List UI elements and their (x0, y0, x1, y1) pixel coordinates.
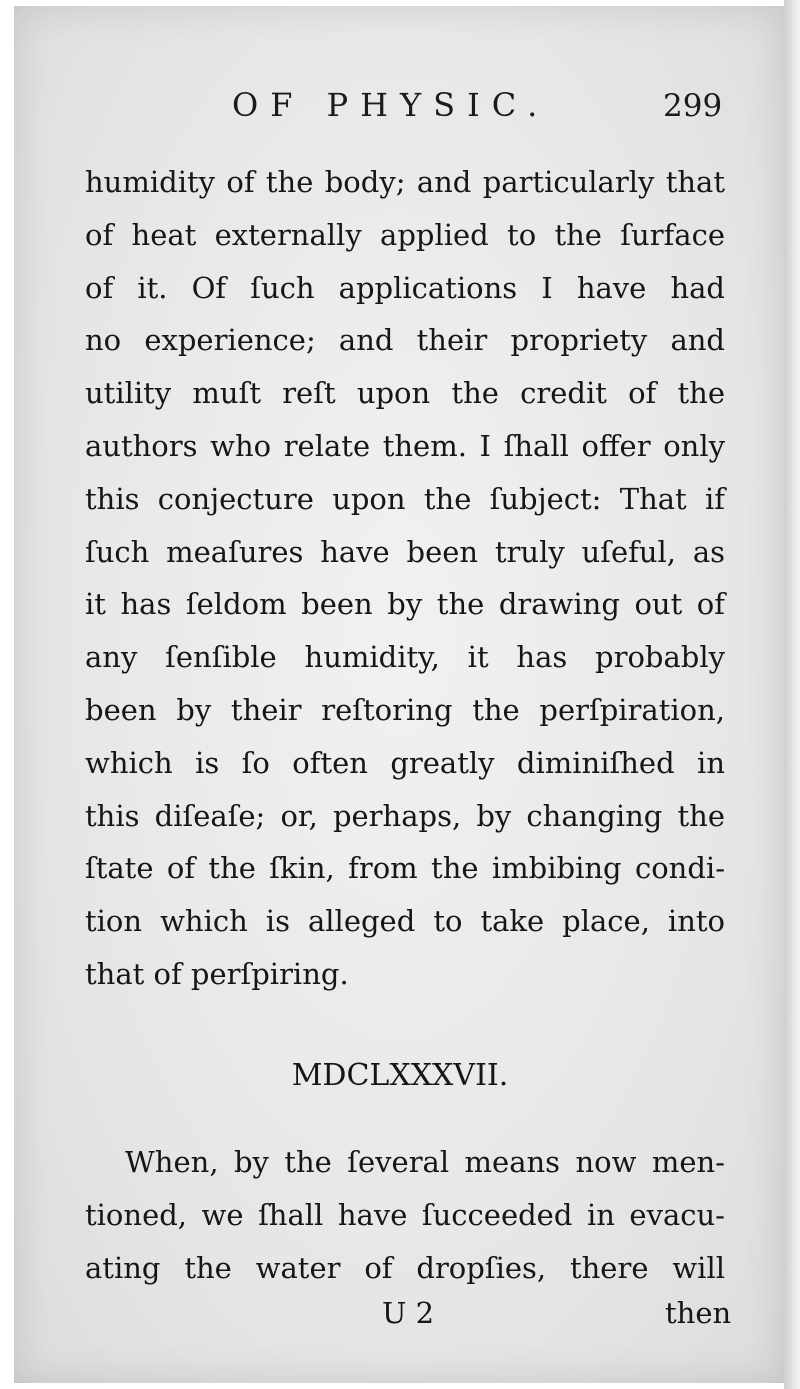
catchword: then (665, 1296, 732, 1330)
text-line: this conjecture upon the ſubject: That if (85, 481, 725, 516)
text-line: been by their reſtoring the perſpiration, (85, 692, 725, 727)
running-head: OF PHYSIC. (232, 86, 550, 124)
text-line: authors who relate them. I ſhall offer only (85, 428, 725, 463)
text-line: that of perſpiring. (85, 956, 349, 991)
text-line: it has ſeldom been by the drawing out of (85, 587, 725, 622)
text-line: tioned, we ſhall have ſucceeded in evacu- (85, 1197, 725, 1232)
signature-mark: U 2 (382, 1296, 435, 1330)
text-line: ſtate of the ſkin, from the imbibing condi- (85, 851, 725, 886)
text-line: ſuch meaſures have been truly uſeful, as (85, 534, 725, 569)
text-line: humidity of the body; and particularly that (85, 165, 725, 199)
section-paragraph (85, 1136, 725, 1294)
text-line: no experience; and their propriety and (85, 323, 725, 358)
text-line: utility muſt reſt upon the credit of the (85, 376, 725, 411)
text-line: of it. Of ſuch applications I have had (85, 270, 725, 305)
text-line: this diſeaſe; or, perhaps, by changing the (85, 798, 725, 833)
text-line: any ſenſible humidity, it has probably (85, 640, 725, 675)
page-edge (784, 0, 800, 1389)
body-paragraph (85, 156, 725, 1001)
text-line: tion which is alleged to take place, into (85, 904, 725, 939)
text-line: When, by the ſeveral means now men- (125, 1145, 725, 1179)
section-heading: MDCLXXXVII. (291, 1058, 509, 1093)
text-line: ating the water of dropſies, there will (85, 1250, 725, 1285)
text-line: of heat externally applied to the ſurface (85, 217, 725, 252)
page-number: 299 (663, 88, 723, 124)
text-line: which is ſo often greatly diminiſhed in (85, 745, 725, 780)
